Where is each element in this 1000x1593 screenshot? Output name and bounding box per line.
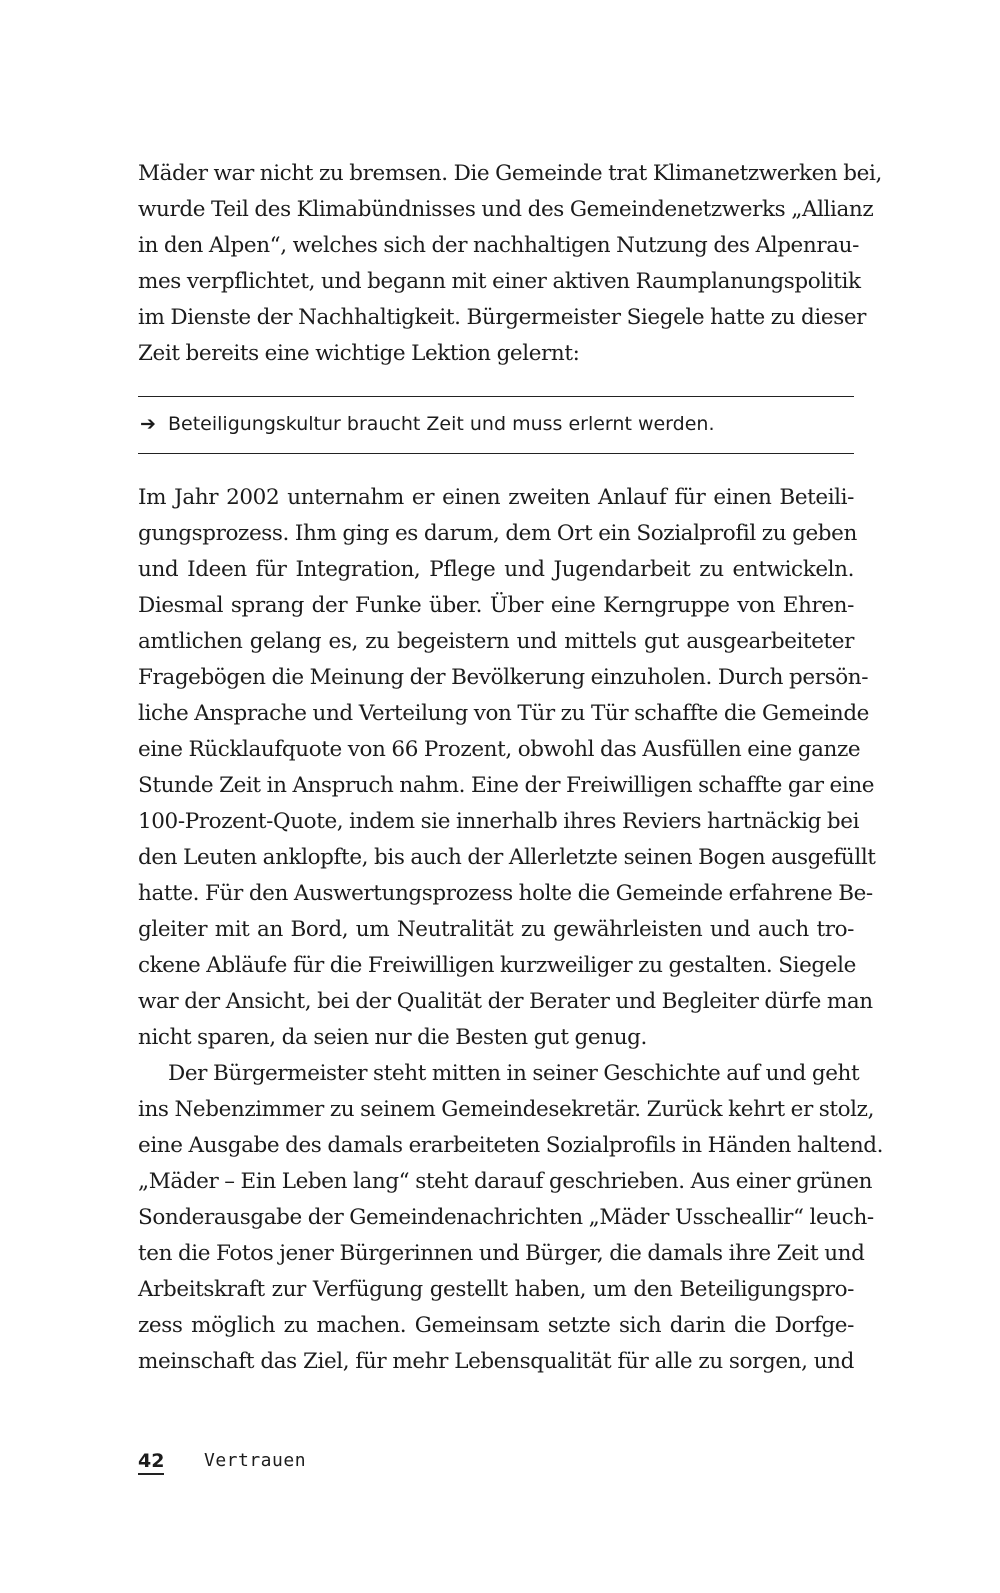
text-line: eine Rücklaufquote von 66 Prozent, obwohl das Ausfüllen eine ganze [138, 737, 861, 762]
text-line: den Leuten anklopfte, bis auch der Allerletzte seinen Bogen ausgefüllt [138, 845, 876, 870]
text-line: eine Ausgabe des damals erarbeiteten Sozialprofils in Händen haltend. [138, 1133, 884, 1158]
text-line: Fragebögen die Meinung der Bevölkerung einzuholen. Durch persön- [138, 665, 869, 690]
text-line: Im Jahr 2002 unternahm er einen zweiten Anlauf für einen Beteili- [138, 485, 854, 510]
text-line: 100-Prozent-Quote, indem sie innerhalb ihres Reviers hartnäckig bei [138, 809, 860, 834]
text-line: zess möglich zu machen. Gemeinsam setzte sich darin die Dorfge- [138, 1313, 854, 1338]
text-line: nicht sparen, da seien nur die Besten gut genug. [138, 1025, 647, 1050]
text-line: Der Bürgermeister steht mitten in seiner Geschichte auf und geht [168, 1061, 860, 1086]
paragraph-1 [138, 156, 882, 372]
text-line: hatte. Für den Auswertungsprozess holte die Gemeinde erfahrene Be- [138, 881, 873, 906]
text-line: ten die Fotos jener Bürgerinnen und Bürger, die damals ihre Zeit und [138, 1241, 865, 1266]
right-arrow-icon: ➔ [140, 413, 156, 435]
paragraph-2 [138, 480, 876, 1056]
text-line: und Ideen für Integration, Pflege und Jugendarbeit zu entwickeln. [138, 557, 854, 582]
key-takeaway-box [138, 396, 854, 454]
text-line: liche Ansprache und Verteilung von Tür zu Tür schaffte die Gemeinde [138, 701, 870, 726]
text-line: Diesmal sprang der Funke über. Über eine Kerngruppe von Ehren- [138, 593, 854, 618]
text-line: gleiter mit an Bord, um Neutralität zu gewährleisten und auch tro- [138, 917, 854, 942]
text-line: Stunde Zeit in Anspruch nahm. Eine der Freiwilligen schaffte gar eine [138, 773, 875, 798]
text-line: ins Nebenzimmer zu seinem Gemeindesekretär. Zurück kehrt er stolz, [138, 1097, 875, 1122]
text-line: „Mäder – Ein Leben lang“ steht darauf geschrieben. Aus einer grünen [138, 1169, 873, 1194]
text-line: ckene Abläufe für die Freiwilligen kurzweiliger zu gestalten. Siegele [138, 953, 856, 978]
text-line: war der Ansicht, bei der Qualität der Berater und Begleiter dürfe man [138, 989, 873, 1014]
page-number: 42 [138, 1449, 164, 1475]
paragraph-3 [138, 1056, 884, 1380]
key-takeaway-text: Beteiligungskultur braucht Zeit und muss erlernt werden. [168, 413, 715, 435]
running-title: Vertrauen [204, 1450, 307, 1471]
text-line: Arbeitskraft zur Verfügung gestellt haben, um den Beteiligungspro- [138, 1277, 854, 1302]
key-takeaway [140, 411, 714, 437]
text-line: Zeit bereits eine wichtige Lektion gelernt: [138, 341, 580, 366]
text-line: im Dienste der Nachhaltigkeit. Bürgermeister Siegele hatte zu dieser [138, 305, 867, 330]
text-line: amtlichen gelang es, zu begeistern und mittels gut ausgearbeiteter [138, 629, 854, 654]
text-line: Sonderausgabe der Gemeindenachrichten „Mäder Usscheallir“ leuch- [138, 1205, 874, 1230]
text-line: wurde Teil des Klimabündnisses und des Gemeindenetzwerks „Allianz [138, 197, 874, 222]
text-line: gungsprozess. Ihm ging es darum, dem Ort ein Sozialprofil zu geben [138, 521, 857, 546]
text-line: meinschaft das Ziel, für mehr Lebensqualität für alle zu sorgen, und [138, 1349, 854, 1374]
text-line: mes verpflichtet, und begann mit einer aktiven Raumplanungspolitik [138, 269, 861, 294]
text-line: Mäder war nicht zu bremsen. Die Gemeinde trat Klimanetzwerken bei, [138, 161, 882, 186]
text-line: in den Alpen“, welches sich der nachhaltigen Nutzung des Alpenrau- [138, 233, 859, 258]
